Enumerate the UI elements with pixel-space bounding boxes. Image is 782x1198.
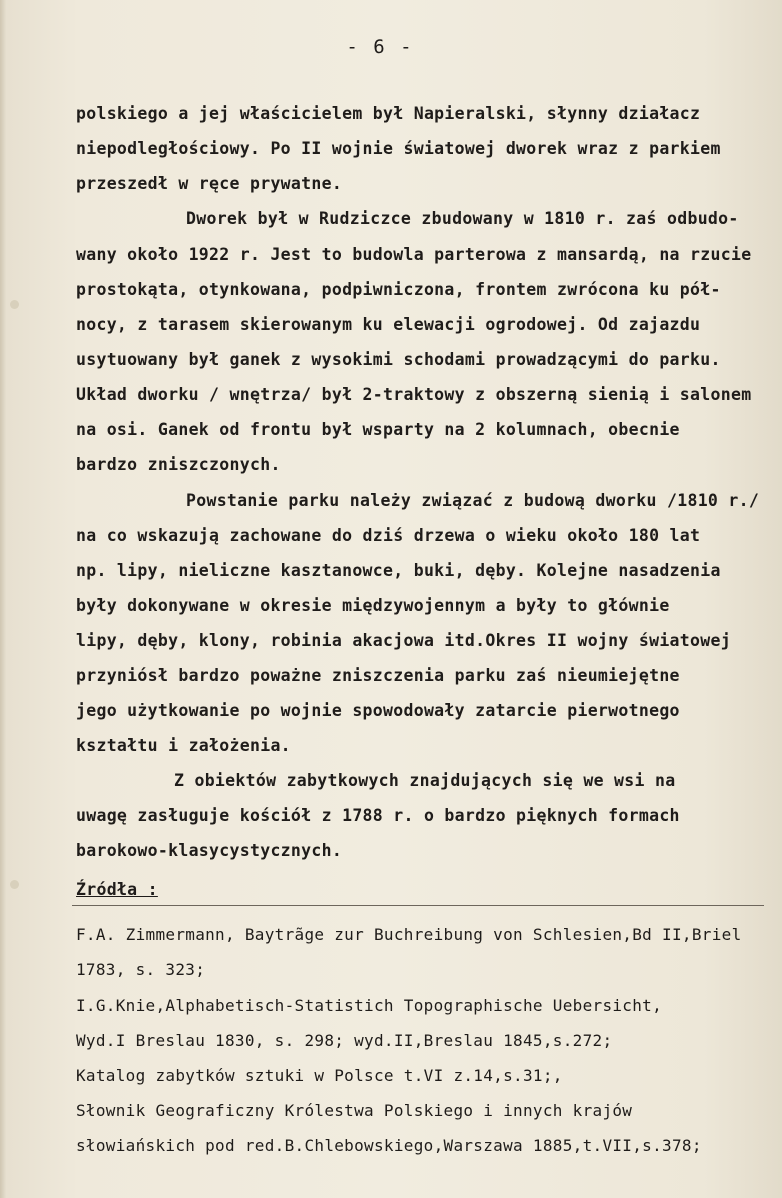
punch-hole-mark — [10, 300, 19, 309]
paragraph-line: przeszedł w ręce prywatne. — [76, 174, 343, 193]
paragraph-line: barokowo-klasycystycznych. — [76, 841, 343, 860]
source-line: słowiańskich pod red.B.Chlebowskiego,Warszawa 1885,t.VII,s.378; — [76, 1136, 702, 1155]
paragraph-line: np. lipy, nieliczne kasztanowce, buki, dęby. Kolejne nasadzenia — [76, 561, 721, 580]
source-line: Katalog zabytków sztuki w Polsce t.VI z.14,s.31;, — [76, 1066, 563, 1085]
page-edge-shadow — [0, 0, 6, 1198]
paragraph-line: przyniósł bardzo poważne zniszczenia parku zaś nieumiejętne — [76, 666, 680, 685]
punch-hole-mark — [10, 880, 19, 889]
paragraph-line: Z obiektów zabytkowych znajdujących się we wsi na — [174, 771, 676, 790]
source-line: I.G.Knie,Alphabetisch-Statistich Topographische Uebersicht, — [76, 996, 663, 1015]
paragraph-line: na osi. Ganek od frontu był wsparty na 2 kolumnach, obecnie — [76, 420, 680, 439]
paragraph-line: były dokonywane w okresie międzywojennym a były to głównie — [76, 596, 670, 615]
paragraph-line: na co wskazują zachowane do dziś drzewa o wieku około 180 lat — [76, 526, 701, 545]
paragraph-line: usytuowany był ganek z wysokimi schodami prowadzącymi do parku. — [76, 350, 721, 369]
paragraph-line: nocy, z tarasem skierowanym ku elewacji ogrodowej. Od zajazdu — [76, 315, 701, 334]
source-line: 1783, s. 323; — [76, 960, 206, 979]
paragraph-line: prostokąta, otynkowana, podpiwniczona, frontem zwrócona ku pół- — [76, 280, 721, 299]
paragraph-line: lipy, dęby, klony, robinia akacjowa itd.Okres II wojny światowej — [76, 631, 731, 650]
paragraph-line: Dworek był w Rudziczce zbudowany w 1810 r. zaś odbudo- — [186, 209, 739, 228]
page-number: - 6 - — [346, 36, 414, 58]
paragraph-line: polskiego a jej właścicielem był Napieralski, słynny działacz — [76, 104, 701, 123]
paragraph-line: Układ dworku / wnętrza/ był 2-traktowy z obszerną sienią i salonem — [76, 385, 752, 404]
paragraph-line: wany około 1922 r. Jest to budowla parterowa z mansardą, na rzucie — [76, 245, 752, 264]
paragraph-line: uwagę zasługuje kościół z 1788 r. o bardzo pięknych formach — [76, 806, 680, 825]
paragraph-line: bardzo zniszczonych. — [76, 455, 281, 474]
source-line: Słownik Geograficzny Królestwa Polskiego i innych krajów — [76, 1101, 633, 1120]
paragraph-line: jego użytkowanie po wojnie spowodowały zatarcie pierwotnego — [76, 701, 680, 720]
paragraph-line: niepodległościowy. Po II wojnie światowej dworek wraz z parkiem — [76, 139, 721, 158]
paragraph-line: Powstanie parku należy związać z budową dworku /1810 r./ — [186, 491, 760, 510]
sources-divider — [72, 905, 764, 906]
paragraph-line: kształtu i założenia. — [76, 736, 291, 755]
source-line: F.A. Zimmermann, Baytrãge zur Buchreibung von Schlesien,Bd II,Briel — [76, 925, 742, 944]
source-line: Wyd.I Breslau 1830, s. 298; wyd.II,Breslau 1845,s.272; — [76, 1031, 613, 1050]
sources-title: Źródła : — [76, 880, 158, 899]
